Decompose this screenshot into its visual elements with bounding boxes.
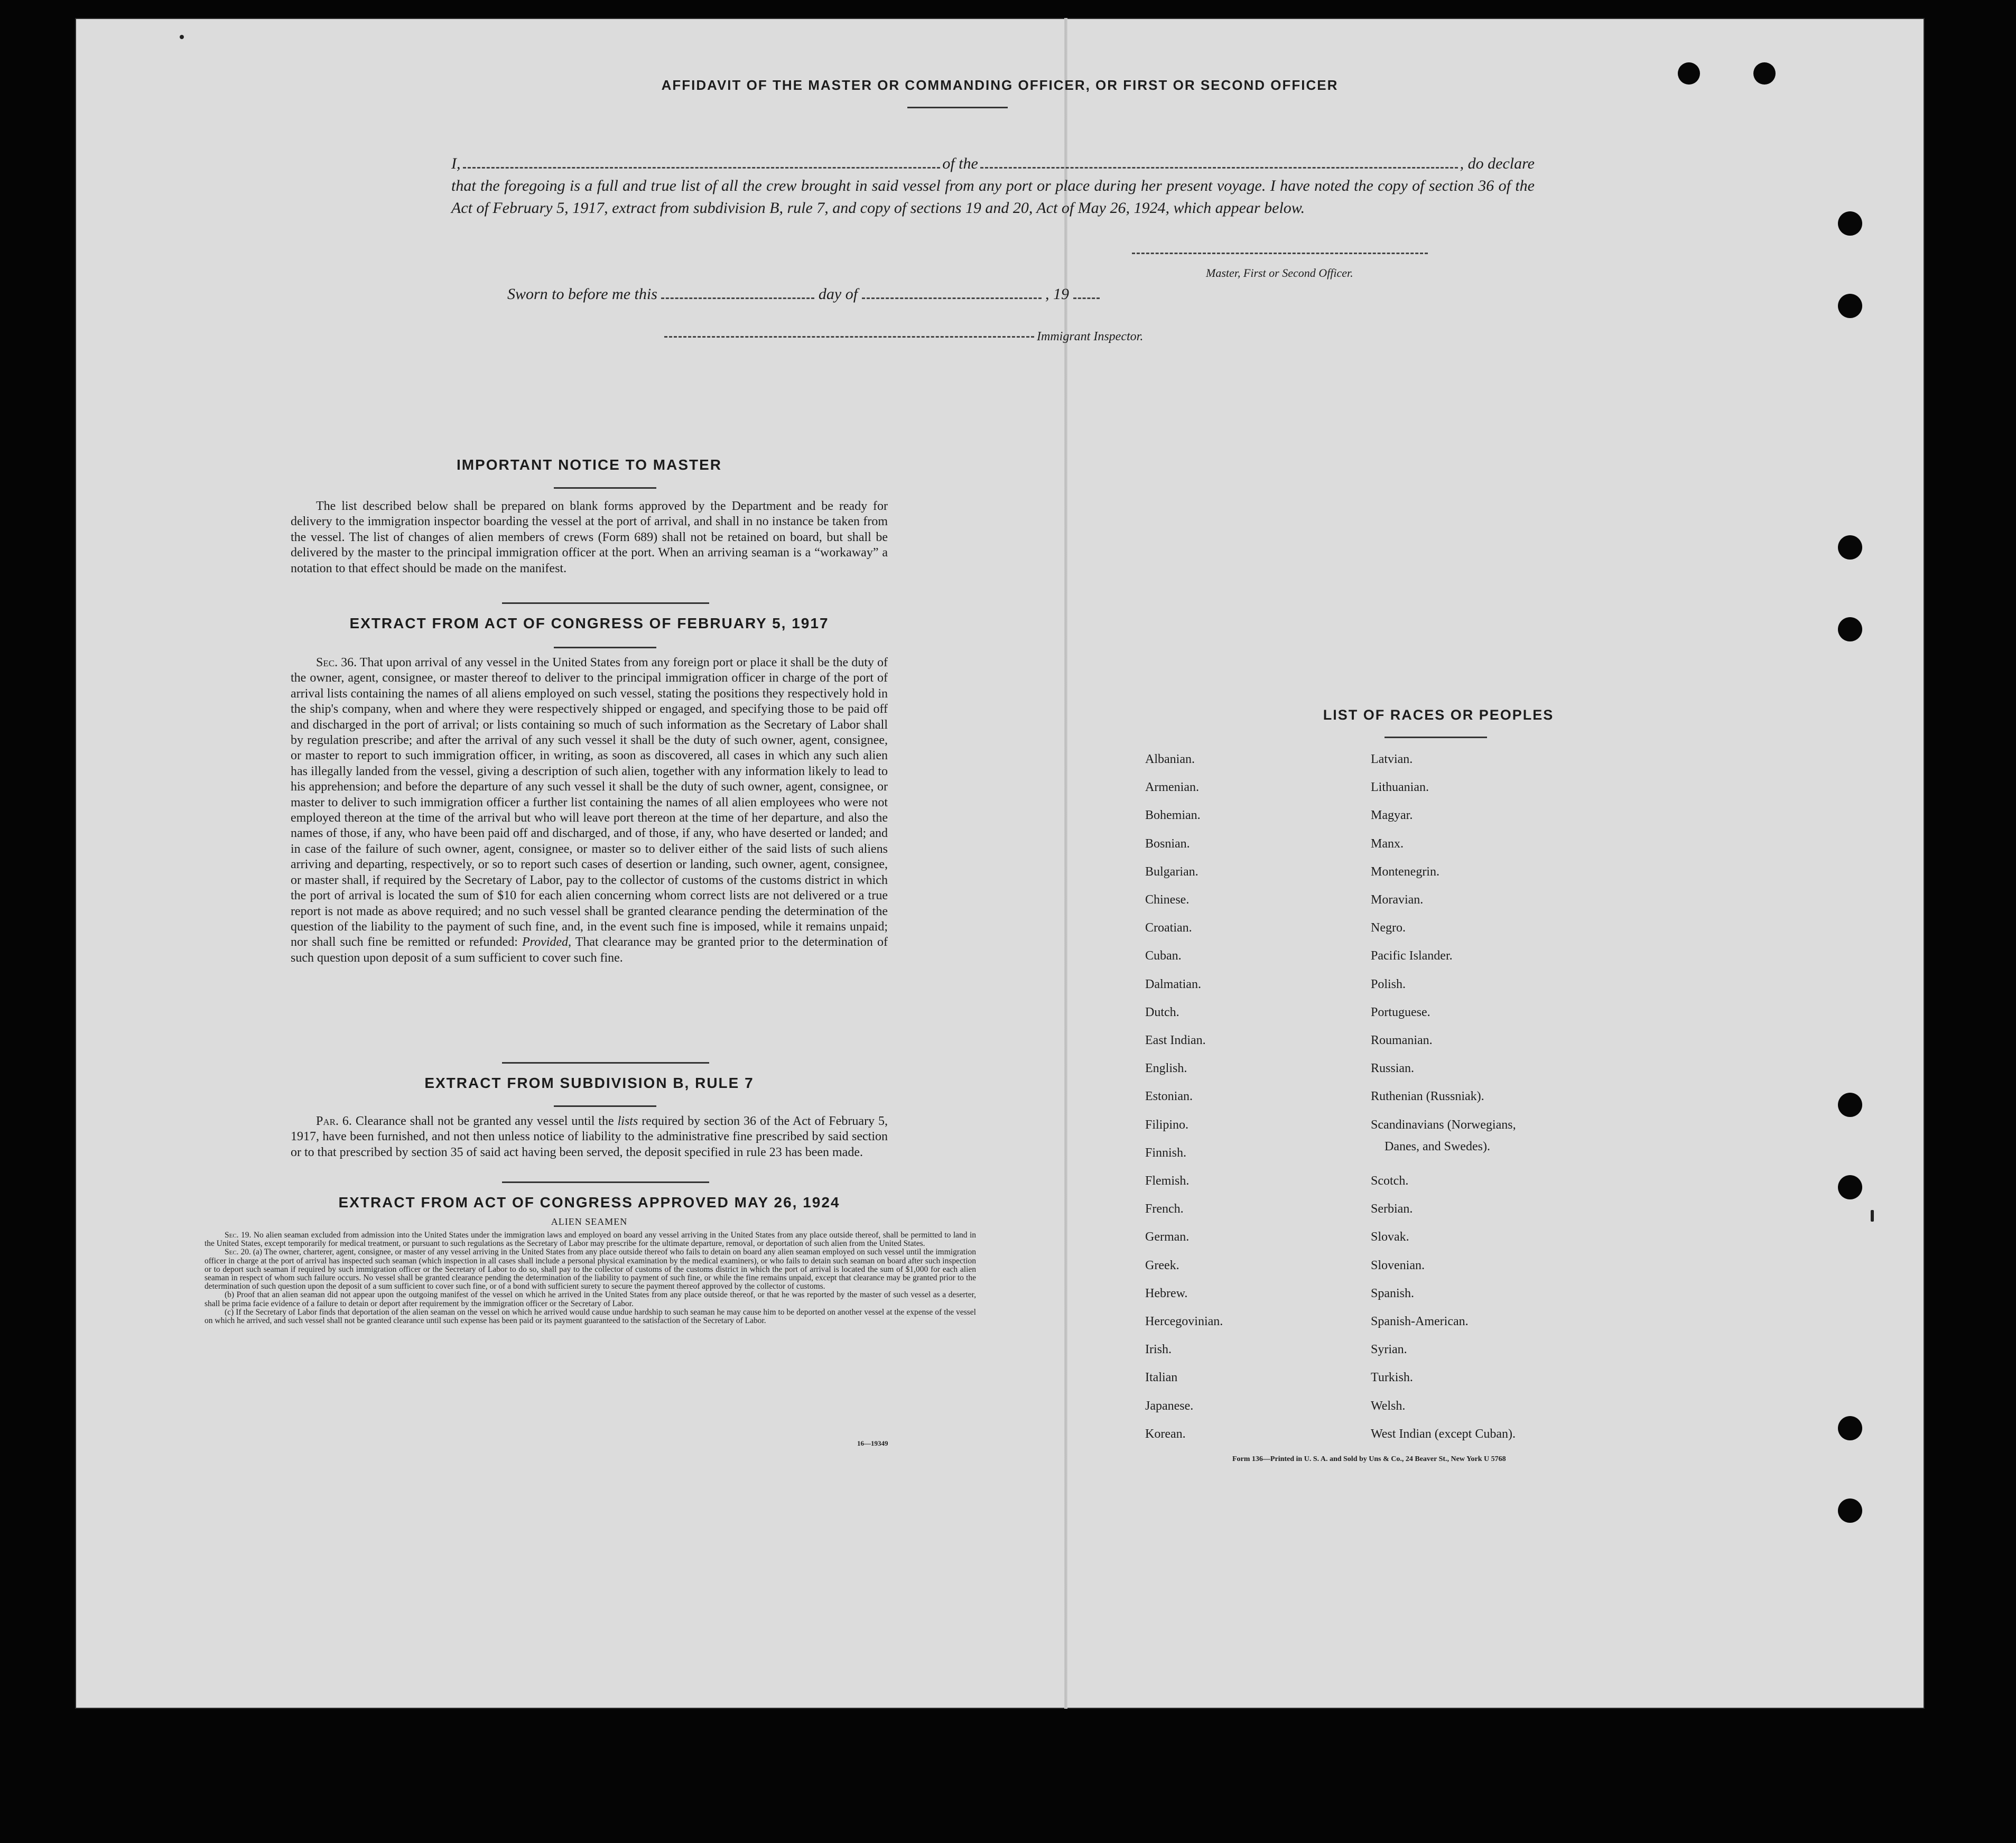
ink-speck: [1871, 1210, 1874, 1222]
races-title: LIST OF RACES OR PEOPLES: [1323, 707, 1554, 723]
sec-20b-paragraph: (b) Proof that an alien seaman did not appear upon the outgoing manifest of the vessel on which he arrived in the United States from any place outside thereof, or that he was reported by the master of such vessel as a deserter, shall be prima facie evidence of a failure to detain or deport after requirement by the immigration officer or the Secretary of Labor.: [205, 1290, 976, 1308]
extract-1917-body: [291, 655, 888, 966]
race-item: Ruthenian (Russniak).: [1371, 1090, 1484, 1104]
par-6-label: Par. 6.: [316, 1114, 352, 1128]
race-item: Estonian.: [1145, 1090, 1193, 1104]
notice-body: The list described below shall be prepared on blank forms approved by the Department and be ready for delivery to the immigration inspector boarding the vessel at the port of arrival, and shall in no instance be taken from the vessel. The list of changes of alien members of crews (Form 689) shall not be retained on board, but shall be delivered by the master to the principal immigration officer at the port. When an arriving seaman is a “workaway” a notation to that effect should be made on the manifest.: [291, 499, 888, 575]
race-item: French.: [1145, 1202, 1184, 1216]
race-item: Portuguese.: [1371, 1005, 1430, 1019]
sec-20c-paragraph: (c) If the Secretary of Labor finds that deportation of the alien seaman on the vessel on which he arrived would cause undue hardship to such seaman he may cause him to be deported on another vessel at the expense of the vessel on which he arrived, and such vessel shall not be granted clearance until such expense has been paid or its payment guaranteed to the satisfaction of the Secretary of Labor.: [205, 1307, 976, 1326]
par-6-text-end: required by section 36 of the Act of February 5, 1917, have been furnished, and not then unless notice of liability to the administrative fine prescribed by said section or to that prescribed by section 35 of said act having been served, the deposit specified in rule 23 has been made.: [291, 1114, 888, 1159]
par-6-lists: lists: [617, 1114, 638, 1128]
notice-rule: [554, 487, 656, 489]
extract-1924-subtitle: ALIEN SEAMEN: [551, 1216, 628, 1227]
race-item: Bulgarian.: [1145, 864, 1199, 879]
signature-blank[interactable]: [1132, 253, 1428, 254]
inspector-label: Immigrant Inspector.: [1037, 330, 1144, 343]
race-item: Slovenian.: [1371, 1258, 1425, 1272]
rule7-body: [291, 1114, 888, 1160]
race-item: Spanish-American.: [1371, 1315, 1469, 1328]
punch-hole: [1838, 294, 1862, 318]
race-item: Chinese.: [1145, 893, 1190, 907]
race-item: Hercegovinian.: [1145, 1315, 1223, 1328]
sworn-year-prefix: , 19: [1045, 285, 1070, 303]
race-item: East Indian.: [1145, 1034, 1206, 1047]
notice-title: IMPORTANT NOTICE TO MASTER: [456, 457, 722, 473]
extract-1924-title: EXTRACT FROM ACT OF CONGRESS APPROVED MAY 26, 1924: [338, 1194, 840, 1211]
race-item: English.: [1145, 1062, 1187, 1076]
race-item: Albanian.: [1145, 752, 1195, 766]
vessel-blank[interactable]: [980, 161, 1458, 169]
sec-36-provided: Provided,: [522, 935, 572, 950]
race-item: Bosnian.: [1145, 836, 1190, 851]
race-item: Pacific Islander.: [1371, 949, 1453, 963]
rule7-rule: [554, 1105, 656, 1107]
notice-end-rule: [502, 602, 709, 604]
race-item: West Indian (except Cuban).: [1371, 1427, 1516, 1441]
race-item: Polish.: [1371, 977, 1406, 991]
punch-hole: [1838, 211, 1862, 236]
punch-hole: [1838, 1498, 1862, 1523]
race-item: Flemish.: [1145, 1174, 1190, 1188]
affidavit-do-declare: , do declare: [1460, 155, 1535, 172]
punch-hole: [1838, 1175, 1862, 1199]
punch-hole: [1838, 535, 1862, 560]
affidavit-i: I,: [451, 155, 461, 172]
extract-1924-body: [205, 1231, 976, 1325]
form-code: 16—19349: [857, 1439, 888, 1447]
race-item: Negro.: [1371, 921, 1406, 935]
sworn-month-blank[interactable]: [862, 288, 1042, 299]
affidavit-of-the: of the: [942, 155, 978, 172]
race-item: Moravian.: [1371, 893, 1424, 907]
punch-hole: [1753, 62, 1776, 85]
signature-label: Master, First or Second Officer.: [1206, 266, 1353, 280]
punch-hole: [1678, 62, 1700, 85]
extract-1917-end-rule: [502, 1062, 709, 1064]
punch-hole: [1838, 1093, 1862, 1117]
race-item: Turkish.: [1371, 1371, 1413, 1385]
affidavit-body: [451, 153, 1535, 219]
printer-note: Form 136—Printed in U. S. A. and Sold by Uns & Co., 24 Beaver St., New York U 5768: [1232, 1455, 1506, 1463]
rule7-title: EXTRACT FROM SUBDIVISION B, RULE 7: [424, 1075, 754, 1091]
race-item: Korean.: [1145, 1427, 1186, 1441]
page-fold: [1064, 18, 1067, 1709]
sec-19-text: No alien seaman excluded from admission into the United States under the immigration laws and employed on board any vessel arriving in the United States from any place outside thereof, shall be permitted to land in the United States, except temporarily for medical treatment, or pursuant to such regulations as the Secretary of Labor may prescribe for the ultimate departure, removal, or deportation of such alien from the United States.: [205, 1231, 977, 1249]
sec-36-label: Sec. 36.: [316, 656, 357, 669]
races-rule: [1385, 737, 1487, 738]
sec-20a-text: (a) The owner, charterer, agent, consignee, or master of any vessel arriving in the United States from any place outside thereof who fails to detain on board any alien seaman employed on such vessel until the immigration officer in charge at the port of arrival has inspected such seaman (which inspection in all cases shall include a personal physical examination by the medical examiners), or who fails to detain such seaman on board after such inspection or to deport such seaman if required by such immigration officer or the Secretary of Labor to do so, shall pay to the collector of customs of the customs district in which the port of arrival is located the sum of $1,000 for each alien seaman in respect of whom such failure occurs. No vessel shall be granted clearance pending the determination of the liability to payment of such fine, or while the fine remains unpaid, except that clearance may be granted prior to the determination of such question upon the deposit of a sum sufficient to cover such fine, or of a bond with sufficient surety to secure the payment thereof approved by the collector of customs.: [205, 1248, 976, 1291]
sworn-day-of: day of: [818, 285, 858, 303]
affidavit-first-line: [451, 153, 1535, 175]
punch-hole: [1838, 617, 1862, 641]
sworn-line: [507, 285, 1100, 303]
sec-36-text-end: That clearance may be granted prior to the determination of such question upon deposit of a sum sufficient to cover such fine.: [291, 935, 888, 965]
race-item: Scandinavians (Norwegians,: [1371, 1118, 1516, 1132]
sworn-day-blank[interactable]: [661, 288, 814, 299]
race-item: Scotch.: [1371, 1174, 1409, 1188]
par-6-text: Clearance shall not be granted any vessel until the: [355, 1114, 614, 1128]
race-item: Serbian.: [1371, 1202, 1413, 1216]
race-item: Dutch.: [1145, 1005, 1179, 1019]
race-item: Greek.: [1145, 1258, 1179, 1272]
race-item: Danes, and Swedes).: [1385, 1139, 1490, 1153]
race-item: German.: [1145, 1230, 1190, 1244]
race-item: Dalmatian.: [1145, 977, 1201, 991]
race-item: Croatian.: [1145, 921, 1192, 935]
race-item: Manx.: [1371, 836, 1404, 851]
race-item: Filipino.: [1145, 1118, 1189, 1132]
race-item: Bohemian.: [1145, 808, 1201, 823]
race-item: Cuban.: [1145, 949, 1182, 963]
affidavit-title-rule: [907, 107, 1008, 108]
affidavit-title: AFFIDAVIT OF THE MASTER OR COMMANDING OFFICER, OR FIRST OR SECOND OFFICER: [661, 77, 1339, 93]
race-item: Syrian.: [1371, 1343, 1407, 1357]
inspector-blank[interactable]: [664, 336, 1034, 338]
sec-20-label: Sec. 20.: [225, 1248, 251, 1257]
punch-hole: [1838, 1416, 1862, 1440]
sec-36-text: That upon arrival of any vessel in the United States from any foreign port or place it shall be the duty of the owner, agent, consignee, or master thereof to deliver to the principal immigration officer in charge of the port of arrival lists containing the names of all aliens employed on such vessel, stating the positions they respectively hold in the ship's company, when and where they were respectively shipped or engaged, and specifying those to be paid off and discharged in the port of arrival; or lists containing so much of such information as the Secretary of Labor shall by regulation prescribe; and after the arrival of any such vessel it shall be the duty of such owner, agent, consignee, or master to report to such immigration officer, in writing, as soon as discovered, all cases in which any such alien has illegally landed from the vessel, giving a description of such alien, together with any information likely to lead to his apprehension; and before the departure of any such vessel it shall be the duty of such owner, agent, consignee, or master to deliver to such immigration officer a further list containing the names of all alien employees who were not employed thereon at the time of the arrival but who will leave port thereon at the time of her departure, and also the names of those, if any, who have been paid off and discharged, and of those, if any, who have deserted or landed; and in case of the failure of such owner, agent, consignee, or master so to deliver either of the said lists of such aliens arriving and departing, respectively, or so to report such cases of desertion or landing, such owner, agent, consignee, or master shall, if required by the Secretary of Labor, pay to the collector of customs of the customs district in which the port of arrival is located the sum of $10 for each alien concerning whom correct lists are not delivered or a true report is not made as above required; and no such vessel shall be granted clearance pending the determination of the question of the liability to the payment of such fine, and, in the event such fine is imposed, while it remains unpaid; nor shall such fine be remitted or refunded:: [291, 656, 888, 950]
race-item: Latvian.: [1371, 752, 1413, 766]
race-item: Finnish.: [1145, 1146, 1187, 1160]
sworn-prefix: Sworn to before me this: [507, 285, 657, 303]
extract-1917-title: EXTRACT FROM ACT OF CONGRESS OF FEBRUARY 5, 1917: [349, 615, 829, 631]
name-blank[interactable]: [463, 161, 941, 169]
race-item: Spanish.: [1371, 1286, 1415, 1300]
sec-19-paragraph: [205, 1231, 976, 1248]
race-item: Roumanian.: [1371, 1034, 1433, 1047]
race-item: Japanese.: [1145, 1399, 1194, 1413]
sworn-year-blank[interactable]: [1073, 288, 1100, 299]
race-item: Armenian.: [1145, 780, 1199, 795]
sec-20a-paragraph: [205, 1248, 976, 1291]
race-item: Italian: [1145, 1371, 1178, 1385]
rule7-end-rule: [502, 1181, 709, 1183]
race-item: Lithuanian.: [1371, 780, 1429, 795]
race-item: Magyar.: [1371, 808, 1413, 823]
form-sheet: [75, 18, 1925, 1709]
race-item: Welsh.: [1371, 1399, 1406, 1413]
sec-19-label: Sec. 19.: [225, 1231, 252, 1240]
race-item: Slovak.: [1371, 1230, 1409, 1244]
race-item: Russian.: [1371, 1062, 1415, 1076]
extract-1917-rule: [554, 647, 656, 648]
affidavit-statement: that the foregoing is a full and true list of all the crew brought in said vessel from any port or place during her present voyage. I have noted the copy of section 36 of the Act of February 5, 1917, extract from subdivision B, rule 7, and copy of sections 19 and 20, Act of May 26, 1924, which appear below.: [451, 177, 1535, 217]
ink-speck: [180, 35, 184, 39]
race-item: Montenegrin.: [1371, 864, 1439, 879]
race-item: Irish.: [1145, 1343, 1172, 1357]
race-item: Hebrew.: [1145, 1286, 1188, 1300]
